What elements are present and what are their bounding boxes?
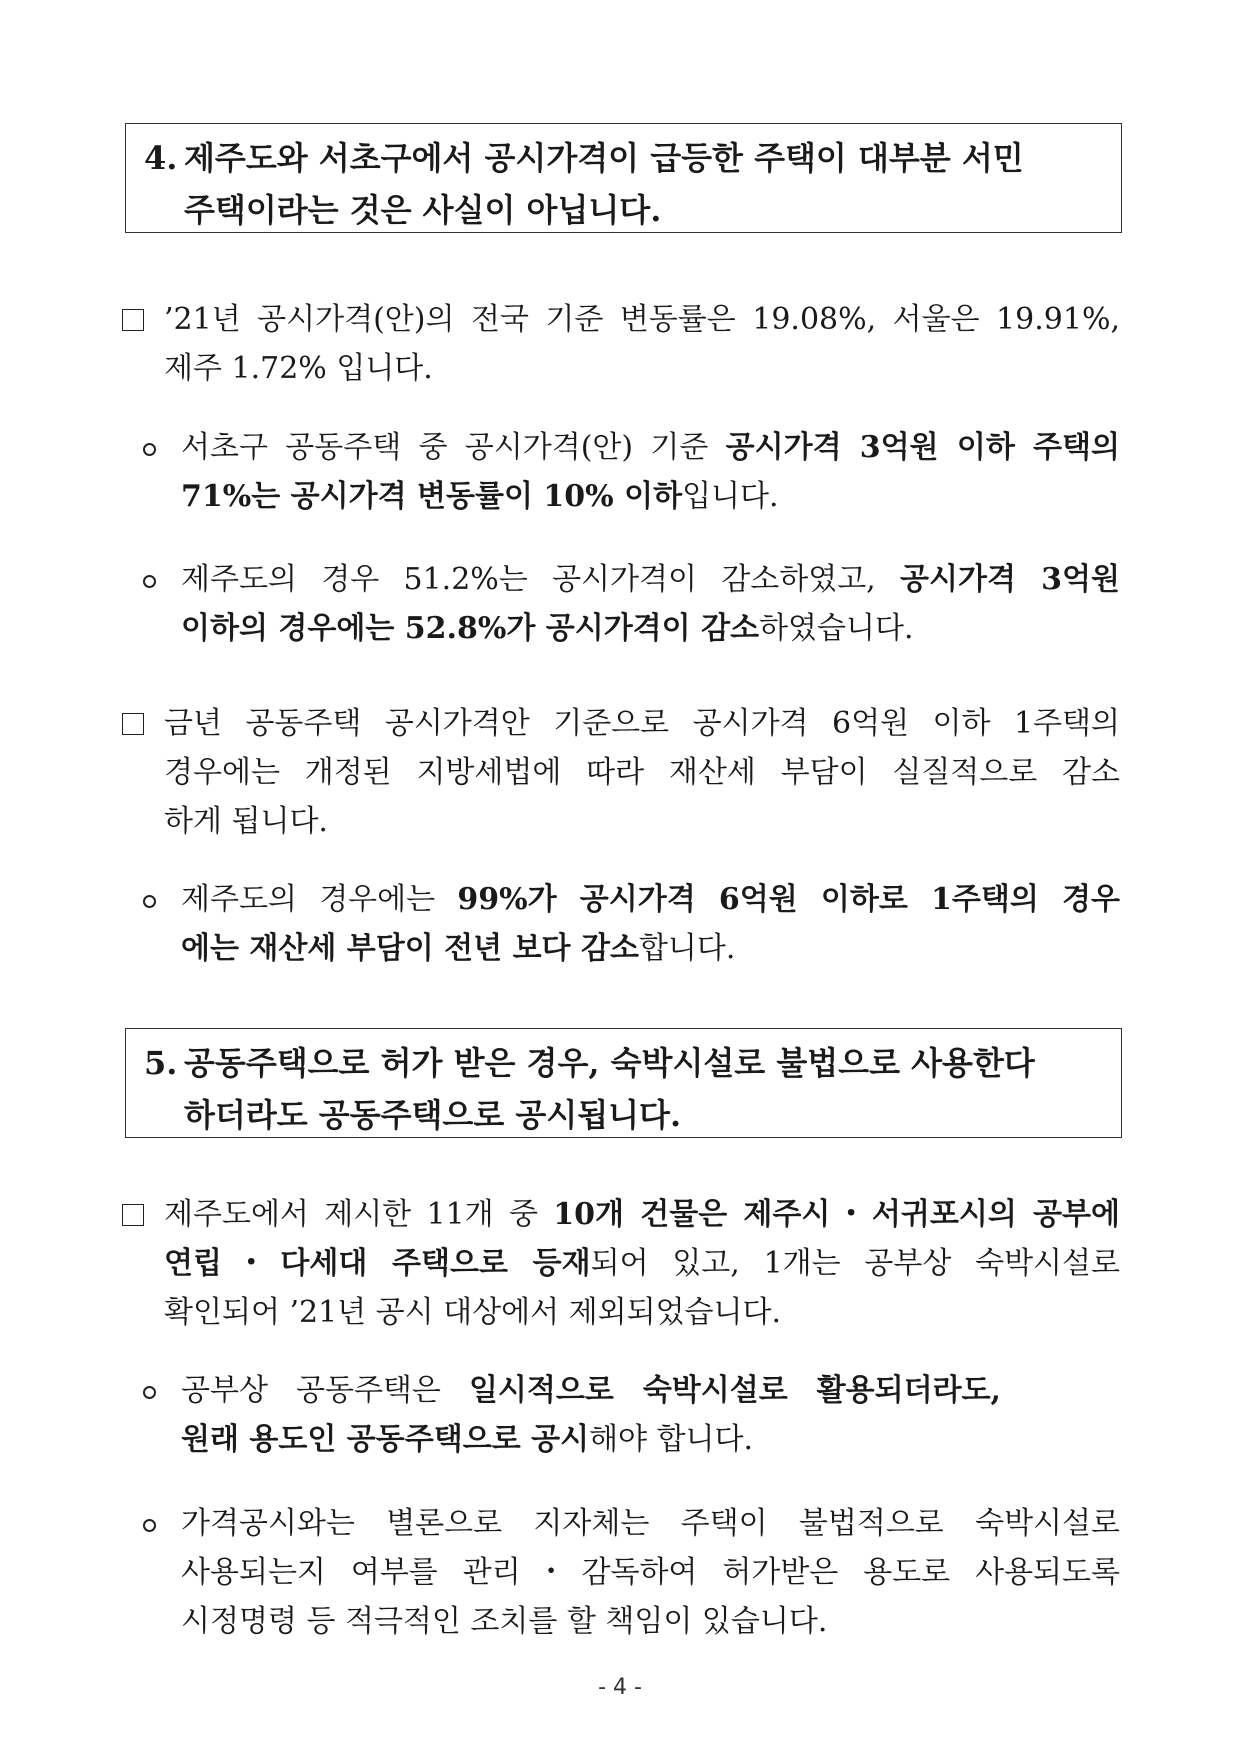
section-5-paragraph-1 (164, 1190, 1120, 1337)
text-segment: 서초구 공동주택 중 공시가격(안) 기준 (181, 430, 726, 465)
bold-text: 이하의 경우에는 52.8%가 공시가격이 감소 (181, 611, 760, 646)
section-5-heading-line2: 하더라도 공동주택으로 공시됩니다. (184, 1096, 682, 1134)
bold-text: 일시적으로 숙박시설로 활용되더라도, (468, 1373, 1001, 1408)
section-4-heading (125, 123, 1122, 233)
text-line: ’21년 공시가격(안)의 전국 기준 변동률은 19.08%, 서울은 19.91%, (164, 302, 1120, 337)
text-line: 금년 공동주택 공시가격안 기준으로 공시가격 6억원 이하 1주택의 (164, 706, 1120, 741)
text-segment: 합니다. (638, 931, 736, 966)
text-line (181, 1366, 1001, 1415)
section-5-bullet-2 (181, 1499, 1120, 1646)
bullet-circle-icon (143, 575, 156, 588)
text-line (181, 604, 1120, 653)
text-line (164, 1190, 1120, 1239)
text-line (164, 1239, 1120, 1288)
section-4-paragraph-2 (164, 699, 1120, 846)
text-line (181, 472, 1120, 521)
bold-text: 99%가 공시가격 6억원 이하로 1주택의 경우 (457, 882, 1120, 917)
text-line: 확인되어 ’21년 공시 대상에서 제외되었습니다. (164, 1295, 782, 1330)
section-4-number: 4. (144, 139, 178, 177)
text-line: 제주 1.72% 입니다. (164, 351, 433, 386)
bold-text: 에는 재산세 부담이 전년 보다 감소 (181, 931, 639, 966)
section-4-heading-line2: 주택이라는 것은 사실이 아닙니다. (184, 191, 662, 229)
bullet-circle-icon (143, 895, 156, 908)
checkbox-square-icon (122, 1204, 144, 1226)
text-segment: 제주도의 경우 51.2%는 공시가격이 감소하였고, (181, 562, 901, 597)
text-line: 시정명령 등 적극적인 조치를 할 책임이 있습니다. (181, 1604, 828, 1639)
section-4-paragraph-1 (164, 295, 1120, 393)
text-line (181, 1415, 1001, 1464)
bullet-circle-icon (143, 1386, 156, 1399)
bullet-circle-icon (143, 443, 156, 456)
section-5-heading (125, 1028, 1122, 1138)
text-segment: 제주도의 경우에는 (181, 882, 458, 917)
text-segment: 되어 있고, 1개는 공부상 숙박시설로 (590, 1246, 1120, 1281)
checkbox-square-icon (122, 309, 144, 331)
text-line (181, 875, 1120, 924)
bold-text: 연립・다세대 주택으로 등재 (164, 1246, 591, 1281)
section-5-bullet-1 (181, 1366, 1001, 1464)
bold-text: 원래 용도인 공동주택으로 공시 (181, 1422, 590, 1457)
text-line (181, 423, 1120, 472)
text-line: 가격공시와는 별론으로 지자체는 주택이 불법적으로 숙박시설로 (181, 1506, 1120, 1541)
bullet-circle-icon (143, 1519, 156, 1532)
section-4-heading-line1: 제주도와 서초구에서 공시가격이 급등한 주택이 대부분 서민 (184, 139, 1024, 177)
page-number: - 4 - (598, 1675, 642, 1700)
section-4-bullet-1 (181, 423, 1120, 521)
checkbox-square-icon (122, 713, 144, 735)
text-segment: 입니다. (682, 479, 779, 514)
text-line: 경우에는 개정된 지방세법에 따라 재산세 부담이 실질적으로 감소 (164, 755, 1120, 790)
section-5-number: 5. (144, 1044, 178, 1082)
bold-text: 공시가격 3억원 이하 주택의 (725, 430, 1120, 465)
text-segment: 하였습니다. (759, 611, 914, 646)
section-4-bullet-3 (181, 875, 1120, 973)
text-line (181, 924, 1120, 973)
text-line (181, 555, 1120, 604)
section-5-heading-line1: 공동주택으로 허가 받은 경우, 숙박시설로 불법으로 사용한다 (184, 1044, 1035, 1082)
bold-text: 10개 건물은 제주시・서귀포시의 공부에 (553, 1197, 1121, 1232)
bold-text: 71%는 공시가격 변동률이 10% 이하 (181, 479, 683, 514)
text-segment: 공부상 공동주택은 (181, 1373, 469, 1408)
text-segment: 제주도에서 제시한 11개 중 (164, 1197, 554, 1232)
text-segment: 해야 합니다. (589, 1422, 754, 1457)
section-4-bullet-2 (181, 555, 1120, 653)
text-line: 하게 됩니다. (164, 804, 328, 839)
bold-text: 공시가격 3억원 (900, 562, 1120, 597)
text-line: 사용되는지 여부를 관리・감독하여 허가받은 용도로 사용되도록 (181, 1555, 1120, 1590)
